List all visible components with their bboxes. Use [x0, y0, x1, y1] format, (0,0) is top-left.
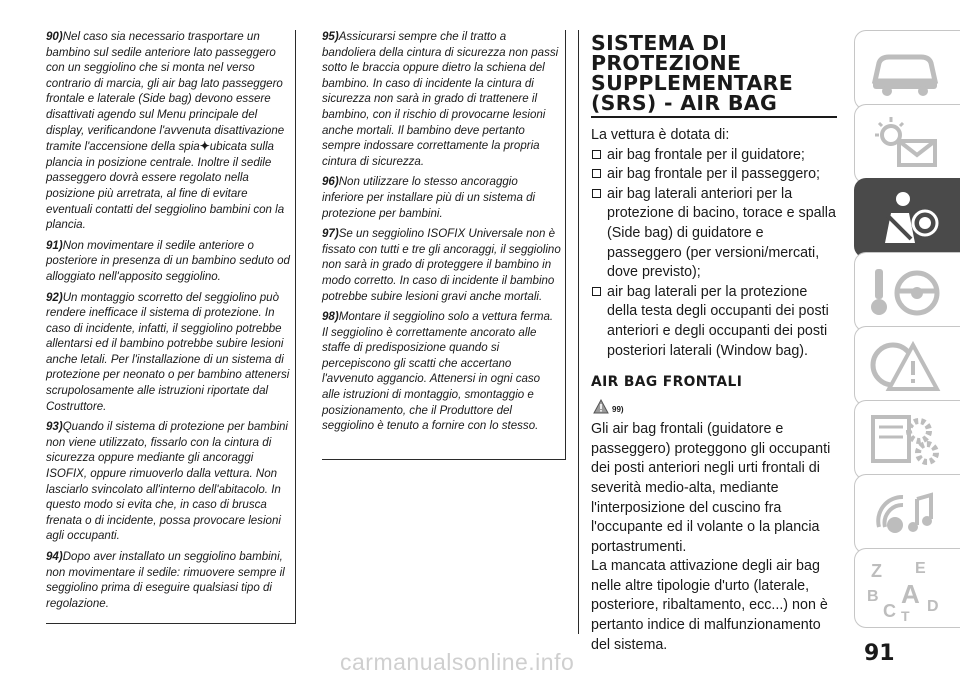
- warning-note-96: 96)Non utilizzare lo stesso ancoraggio inferiore per installare più di un sistema di protezione per bambini.: [322, 176, 536, 220]
- paragraph: La mancata attivazione degli air bag nelle altre tipologie d'urto (laterale, posteriore, ribaltamento, ecc...) non è pertanto indice di malfunzionamento del sistema.: [591, 558, 828, 653]
- airbag-section: [591, 33, 839, 655]
- warnings-column-middle: [322, 30, 566, 460]
- checkbox-bullet-icon: [592, 150, 601, 159]
- warning-reference: 99): [593, 396, 839, 414]
- warning-triangle-icon: [593, 399, 609, 414]
- chapter-tabs: [854, 30, 960, 630]
- list-item: air bag laterali per la protezione della testa degli occupanti dei posti anteriori e degli occupanti dei posti posteriori laterali (Window bag).: [591, 283, 839, 361]
- warning-note-95: 95)Assicurarsi sempre che il tratto a bandoliera della cintura di sicurezza non passi sotto le braccia oppure dietro la schiena del bambino. In caso di incidente la cintura di sicurezza non sarà in grado di trattenere il bambino, con il rischio di provocarne lesioni anche mortali. Il bambino deve pertanto sempre indossare correttamente la propria cintura di sicurezza.: [322, 31, 559, 168]
- warning-note-90: 90)Nel caso sia necessario trasportare un bambino sul sedile anteriore lato passeggero con un seggiolino che si monta nel verso contrario di marcia, gli air bag lato passeggero frontale e laterale (Side bag) devono essere disattivati agendo sul Menu principale del display, verificandone l'avvenuta disattivazione tramite l'accensione della spia✦ubicata sulla plancia in posizione centrale. Inoltre il sedile passeggero dovrà essere regolato nella posizione più arretrata, al fine di evitare eventuali contatti del seggiolino bambini con la plancia.: [46, 31, 285, 232]
- section-title: SISTEMA DI PROTEZIONE SUPPLEMENTARE (SRS) - AIR BAG: [591, 31, 794, 115]
- tab-vehicle[interactable]: [854, 30, 960, 110]
- index-letters-icon: [865, 557, 945, 623]
- tab-multimedia[interactable]: [854, 474, 960, 554]
- index-letter: B: [867, 588, 879, 605]
- warning-lights-icon: [865, 113, 945, 175]
- warning-note-92: 92)Un montaggio scorretto del seggiolino può rendere inefficace il sistema di protezione. In caso di incidente, infatti, il seggiolino potrebbe allentarsi ed il bambino potrebbe subire lesioni anche letali. Per l'installazione di un sistema di protezione per neonato o per bambino attenersi scrupolosamente alle istruzioni riportate dal Costruttore.: [46, 291, 290, 413]
- index-letter: E: [915, 560, 926, 577]
- watermark: carmanualsonline.info: [340, 649, 575, 675]
- airbag-off-indicator-icon: ✦: [199, 139, 210, 154]
- maintenance-gears-icon: [865, 409, 945, 471]
- warnings-column-left: [46, 30, 296, 624]
- warning-note-93: 93)Quando il sistema di protezione per bambini non viene utilizzato, fissarlo con la cintura di sicurezza oppure mediante gli ancoraggi ISOFIX, oppure rimuoverlo dalla vettura. Non lasciarlo svincolato all'interno dell'abitacolo. In questo modo si evita che, in caso di brusca frenata o di incidente, possa provocare lesioni agli occupanti.: [46, 421, 288, 543]
- checkbox-bullet-icon: [592, 189, 601, 198]
- tab-index[interactable]: [854, 548, 960, 628]
- page-number: 91: [864, 641, 895, 666]
- airbag-seatbelt-icon: [865, 187, 945, 249]
- warning-note-94: 94)Dopo aver installato un seggiolino bambini, non movimentare il sedile: rimuovere sempre il seggiolino prima di eseguire qualsiasi tipo di regolazione.: [46, 551, 285, 610]
- title-underline: [591, 116, 837, 118]
- car-icon: [865, 39, 945, 101]
- intro-text: La vettura è dotata di:: [591, 127, 730, 143]
- warning-note-98: 98)Montare il seggiolino solo a vettura ferma. Il seggiolino è correttamente ancorato alle staffe di predisposizione quando si percepiscono gli scatti che accertano l'avvenuto aggancio. Attenersi in ogni caso alle istruzioni di montaggio, smontaggio e posizionamento, che il Produttore del seggiolino è tenuto a fornire con lo stesso.: [322, 311, 554, 433]
- warning-note-97: 97)Se un seggiolino ISOFIX Universale non è fissato con tutti e tre gli ancoraggi, il seggiolino non sarà in grado di proteggere il bambino in modo corretto. In caso di incidente il bambino potrebbe subire lesioni gravi anche mortali.: [322, 228, 561, 303]
- tab-emergency[interactable]: [854, 326, 960, 406]
- list-item: air bag laterali anteriori per la protezione di bacino, torace e spalla (Side bag) di guidatore e passeggero (per versioni/mercati, dove previsto);: [591, 185, 839, 283]
- checkbox-bullet-icon: [592, 287, 601, 296]
- column-divider: [578, 30, 579, 634]
- index-letter: Z: [871, 561, 882, 581]
- key-steering-wheel-icon: [865, 261, 945, 323]
- subsection-title: AIR BAG FRONTALI: [591, 374, 743, 391]
- index-letter: T: [901, 608, 910, 623]
- warning-note-91: 91)Non movimentare il sedile anteriore o posteriore in presenza di un bambino seduto od alloggiato nell'apposito seggiolino.: [46, 239, 290, 283]
- tab-warning-lights[interactable]: [854, 104, 960, 184]
- index-letter: D: [927, 598, 939, 615]
- index-letter: A: [901, 579, 920, 609]
- index-letter: C: [883, 601, 896, 621]
- tab-safety[interactable]: [854, 178, 960, 258]
- list-item: air bag frontale per il passeggero;: [591, 165, 839, 185]
- paragraph: Gli air bag frontali (guidatore e passeggero) proteggono gli occupanti dei posti anteriori negli urti frontali di severità medio-alta, mediante l'interposizione del cuscino fra l'occupante ed il volante o la plancia portastrumenti.: [591, 421, 831, 555]
- roadside-emergency-icon: [865, 335, 945, 397]
- tab-starting-driving[interactable]: [854, 252, 960, 332]
- multimedia-icon: [865, 483, 945, 545]
- list-item: air bag frontale per il guidatore;: [591, 146, 839, 166]
- checkbox-bullet-icon: [592, 169, 601, 178]
- tab-maintenance[interactable]: [854, 400, 960, 480]
